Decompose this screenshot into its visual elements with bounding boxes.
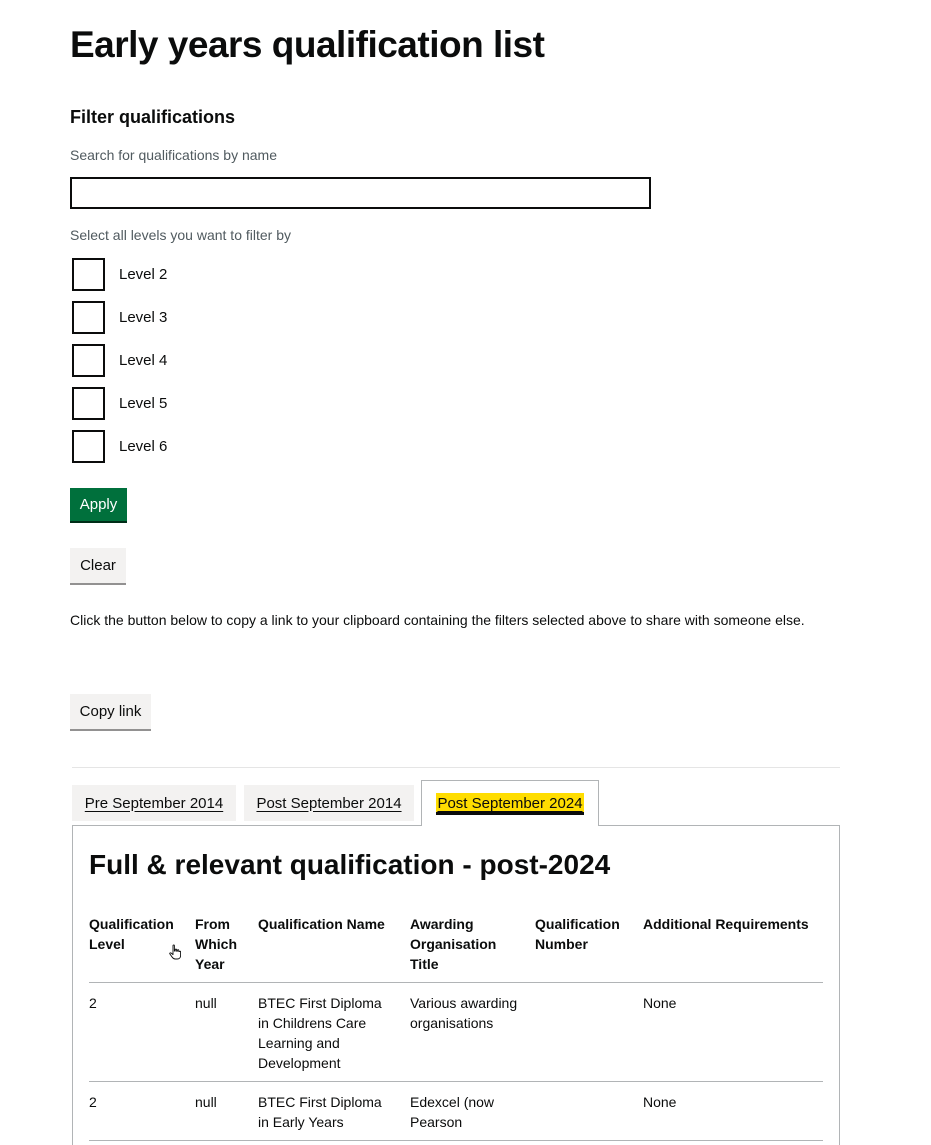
- table-cell: [195, 1082, 258, 1141]
- level-4-checkbox[interactable]: [72, 344, 105, 377]
- column-header: [258, 914, 410, 983]
- tab-panel-post-2024: [72, 825, 840, 1145]
- table-cell: [410, 1082, 535, 1141]
- level-6-checkbox[interactable]: [72, 430, 105, 463]
- levels-hint: Select all levels you want to filter by: [70, 227, 291, 243]
- hand-pointer-icon: [169, 944, 181, 960]
- table-header-row: [89, 914, 823, 983]
- tabs-top-divider: [72, 767, 840, 768]
- tab-post-september-2024[interactable]: [421, 780, 599, 826]
- level-2-option[interactable]: [72, 258, 167, 291]
- column-header: [410, 914, 535, 983]
- level-3-label[interactable]: Level 3: [119, 308, 168, 326]
- page-title: Early years qualification list: [70, 24, 545, 65]
- column-header-label: Additional Requirements: [643, 916, 809, 932]
- column-header-label: Qualification Name: [258, 916, 385, 932]
- share-instructions: Click the button below to copy a link to your clipboard containing the filters selected above to share with someone else.: [70, 612, 805, 628]
- column-header-label: Awarding Organisation Title: [410, 916, 497, 972]
- search-input[interactable]: [70, 177, 651, 209]
- table-cell: [89, 983, 195, 1082]
- table-cell: [535, 1082, 643, 1141]
- tab-pre-september-2014-label[interactable]: Pre September 2014: [84, 794, 224, 812]
- panel-title: Full & relevant qualification - post-2024: [89, 849, 611, 880]
- table-cell: [410, 983, 535, 1082]
- column-header-label: Qualification Level: [89, 916, 174, 952]
- table-cell: [535, 983, 643, 1082]
- tab-post-september-2024-label[interactable]: Post September 2024: [437, 795, 583, 812]
- table-cell: [258, 1082, 410, 1141]
- qualifications-table: [89, 914, 823, 1141]
- cell-value: Various awarding organisations: [410, 995, 518, 1031]
- tab-pre-september-2014[interactable]: [72, 785, 236, 821]
- cell-value: 2: [89, 1094, 97, 1110]
- column-header-label: From Which Year: [195, 916, 237, 972]
- level-5-option[interactable]: [72, 387, 167, 420]
- level-5-checkbox[interactable]: [72, 387, 105, 420]
- table-cell: [89, 1082, 195, 1141]
- level-4-option[interactable]: [72, 344, 167, 377]
- table-cell: [195, 983, 258, 1082]
- column-header: [535, 914, 643, 983]
- level-3-checkbox[interactable]: [72, 301, 105, 334]
- cell-value: null: [195, 995, 217, 1011]
- cell-value: BTEC First Diploma in Childrens Care Learning and Development: [258, 995, 382, 1071]
- cell-value: 2: [89, 995, 97, 1011]
- level-3-option[interactable]: [72, 301, 167, 334]
- table-cell: [643, 1082, 823, 1141]
- table-row: [89, 1082, 823, 1141]
- apply-button[interactable]: Apply: [70, 488, 127, 521]
- level-4-label[interactable]: Level 4: [119, 351, 168, 369]
- column-header: [195, 914, 258, 983]
- level-6-label[interactable]: Level 6: [119, 437, 168, 455]
- level-5-label[interactable]: Level 5: [119, 394, 168, 412]
- cell-value: null: [195, 1094, 217, 1110]
- cell-value: BTEC First Diploma in Early Years: [258, 1094, 382, 1130]
- cell-value: None: [643, 995, 677, 1011]
- table-cell: [643, 983, 823, 1082]
- cell-value: Edexcel (now Pearson: [410, 1094, 495, 1130]
- tab-post-september-2014-label[interactable]: Post September 2014: [256, 794, 402, 812]
- column-header: [643, 914, 823, 983]
- level-2-label[interactable]: Level 2: [119, 265, 168, 283]
- table-cell: [258, 983, 410, 1082]
- clear-button[interactable]: Clear: [70, 548, 126, 583]
- copy-link-button[interactable]: Copy link: [70, 694, 151, 729]
- tab-post-september-2014[interactable]: [244, 785, 414, 821]
- column-header-label: Qualification Number: [535, 916, 620, 952]
- table-row: [89, 983, 823, 1082]
- search-hint: Search for qualifications by name: [70, 147, 277, 163]
- level-2-checkbox[interactable]: [72, 258, 105, 291]
- cell-value: None: [643, 1094, 677, 1110]
- level-6-option[interactable]: [72, 430, 167, 463]
- filter-heading: Filter qualifications: [70, 107, 236, 127]
